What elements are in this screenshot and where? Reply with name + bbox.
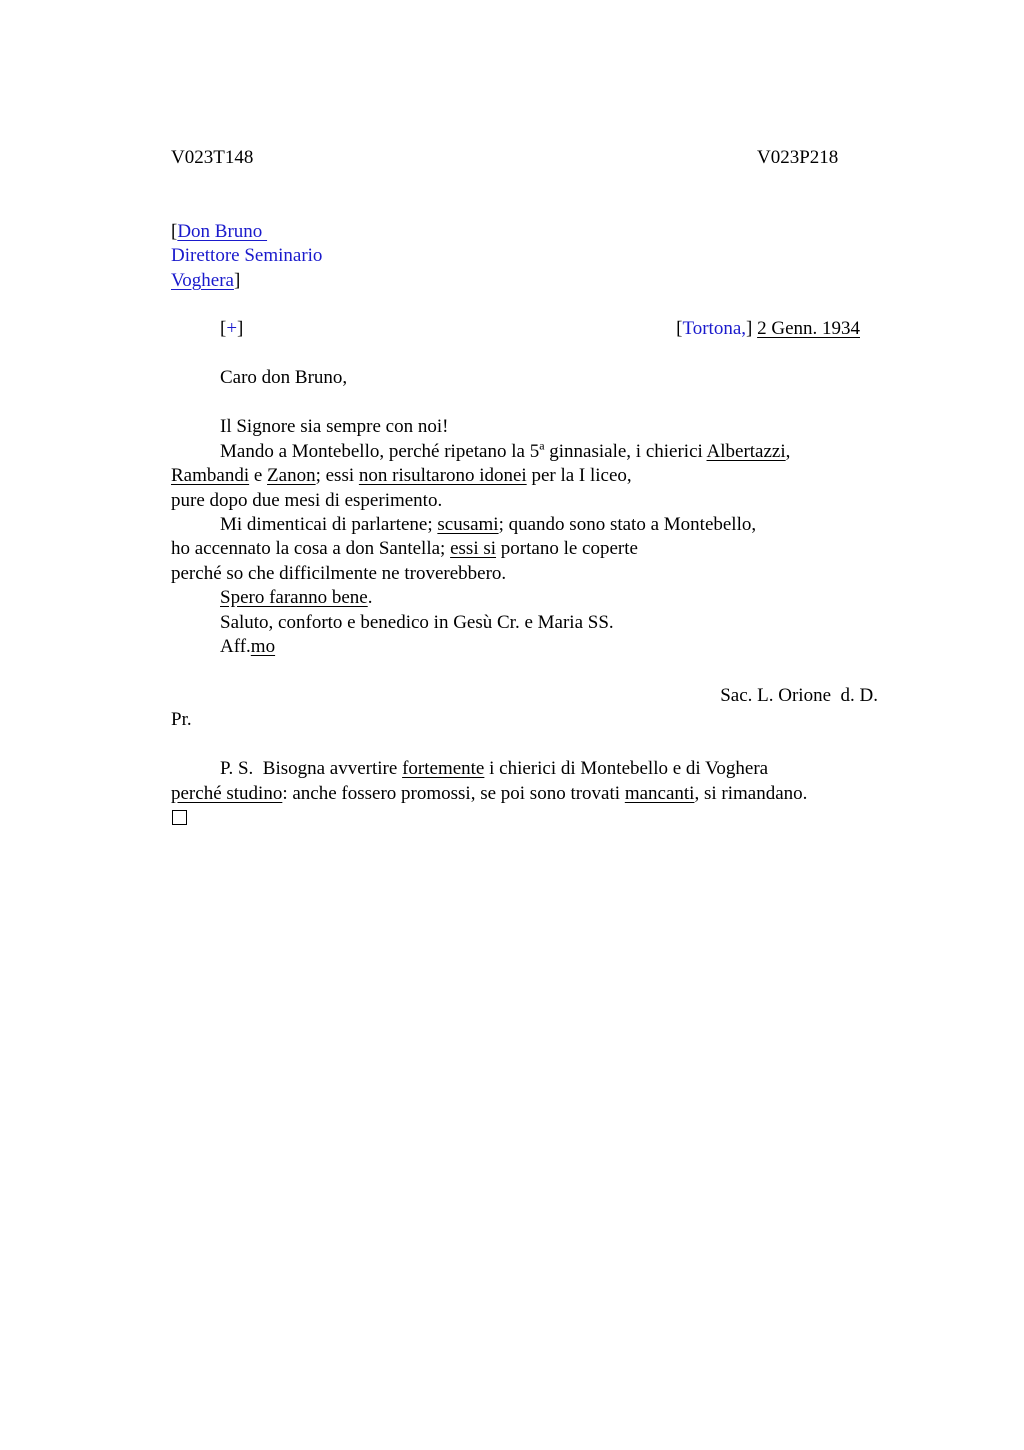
body-line-3: Rambandi e Zanon; essi non risultarono idonei per la I liceo, bbox=[171, 465, 632, 486]
body-line-2: Mando a Montebello, perché ripetano la 5$^a$ ginnasiale, i chierici Albertazzi, bbox=[220, 438, 791, 462]
cross-mark: [+] bbox=[220, 318, 244, 339]
postscript-line-1: P. S. Bisogna avvertire fortemente i chierici di Montebello e di Voghera bbox=[220, 758, 769, 779]
cross-symbol: + bbox=[226, 318, 238, 339]
document-code-right: V023P218 bbox=[757, 147, 839, 168]
date-line: [Tortona,] 2 Genn. 1934 bbox=[676, 318, 860, 339]
recipient-name: Don Bruno bbox=[177, 221, 268, 242]
recipient-title: Direttore Seminario bbox=[171, 245, 323, 266]
signature: Sac. L. Orione d. D. bbox=[720, 685, 878, 706]
recipient-place-line bbox=[171, 269, 240, 293]
recipient-place: Voghera bbox=[171, 270, 234, 291]
postscript-line-2: perché studino: anche fossero promossi, se poi sono trovati mancanti, si rimandano. bbox=[171, 783, 808, 804]
salutation: Caro don Bruno, bbox=[220, 367, 348, 388]
recipient-name-line bbox=[171, 220, 267, 244]
signature-pr: Pr. bbox=[171, 709, 192, 730]
end-box-icon bbox=[172, 808, 187, 832]
body-line-9: Saluto, conforto e benedico in Gesù Cr. e Maria SS. bbox=[220, 612, 614, 633]
place-name: Tortona, bbox=[682, 318, 747, 339]
body-line-10: Aff.mo bbox=[220, 636, 276, 657]
letter-date: 2 Genn. 1934 bbox=[757, 318, 860, 339]
body-line-6: ho accennato la cosa a don Santella; essi si portano le coperte bbox=[171, 538, 638, 559]
body-line-8: Spero faranno bene. bbox=[220, 587, 373, 608]
bracket-close: ] bbox=[233, 270, 241, 291]
document-code-left: V023T148 bbox=[171, 147, 254, 168]
bracket-open: [ bbox=[171, 221, 178, 242]
body-line-5: Mi dimenticai di parlartene; scusami; quando sono stato a Montebello, bbox=[220, 514, 757, 535]
body-line-4: pure dopo due mesi di esperimento. bbox=[171, 490, 443, 511]
body-line-1: Il Signore sia sempre con noi! bbox=[220, 416, 449, 437]
body-line-7: perché so che difficilmente ne troverebbero. bbox=[171, 563, 507, 584]
